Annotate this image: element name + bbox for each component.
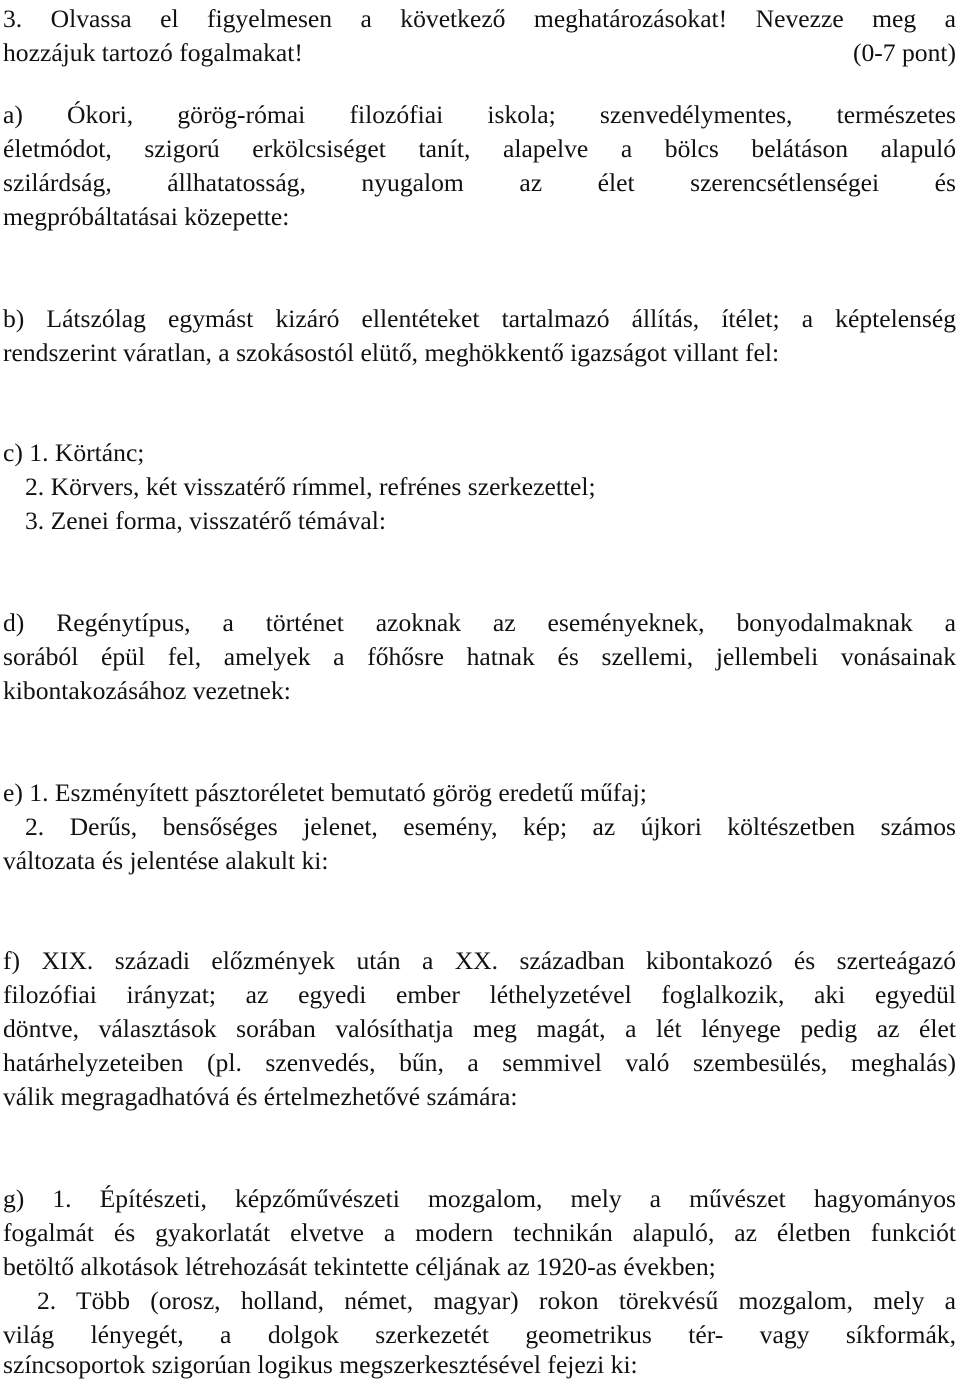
item-e-line: változata és jelentése alakult ki: — [3, 846, 329, 875]
item-g-line: világ lényegét, a dolgok szerkezetét geometrikus tér- vagy síkformák, — [3, 1320, 956, 1349]
item-g-line: 2. Több (orosz, holland, német, magyar) rokon törekvésű mozgalom, mely a — [37, 1286, 956, 1315]
item-d-line: kibontakozásához vezetnek: — [3, 676, 291, 705]
question-heading: 3. Olvassa el figyelmesen a következő meghatározásokat! Nevezze meg a — [3, 4, 956, 33]
item-f-line: filozófiai irányzat; az egyedi ember léthelyzetével foglalkozik, aki egyedül — [3, 980, 956, 1009]
points-label: (0-7 pont) — [852, 38, 956, 67]
item-f-line: döntve, választások sorában valósíthatja meg magát, a lét lényege pedig az élet — [3, 1014, 956, 1043]
item-a-line: életmódot, szigorú erkölcsiséget tanít, alapelve a bölcs belátáson alapuló — [3, 134, 956, 163]
item-g-line: betöltő alkotások létrehozását tekintette céljának az 1920-as években; — [3, 1252, 716, 1281]
item-f-line: f) XIX. századi előzmények után a XX. században kibontakozó és szerteágazó — [3, 946, 956, 975]
item-b-line: rendszerint váratlan, a szokásostól elütő, meghökkentő igazságot villant fel: — [3, 338, 780, 367]
item-d-line: sorából épül fel, amelyek a főhősre hatnak és szellemi, jellembeli vonásainak — [3, 642, 956, 671]
question-heading-cont — [3, 36, 956, 70]
item-e-line: e) 1. Eszményített pásztoréletet bemutató görög eredetű műfaj; — [3, 778, 647, 807]
item-g-line: színcsoportok szigorúan logikus megszerkesztésével fejezi ki: — [3, 1350, 638, 1379]
item-f-line: határhelyzeteiben (pl. szenvedés, bűn, a semmivel való szembesülés, meghalás) — [3, 1048, 956, 1077]
question-heading-text: hozzájuk tartozó fogalmakat! — [3, 38, 303, 67]
item-e-line: 2. Derűs, bensőséges jelenet, esemény, kép; az újkori költészetben számos — [25, 812, 956, 841]
item-b-line: b) Látszólag egymást kizáró ellentéteket tartalmazó állítás, ítélet; a képtelenség — [3, 304, 956, 333]
item-a-line: a) Ókori, görög-római filozófiai iskola; szenvedélymentes, természetes — [3, 100, 956, 129]
item-c-line: 3. Zenei forma, visszatérő témával: — [25, 506, 387, 535]
item-c-line: c) 1. Körtánc; — [3, 438, 145, 467]
item-f-line: válik megragadhatóvá és értelmezhetővé számára: — [3, 1082, 518, 1111]
item-c-line: 2. Körvers, két visszatérő rímmel, refrénes szerkezettel; — [25, 472, 596, 501]
item-g-line: fogalmát és gyakorlatát elvetve a modern technikán alapuló, az életben funkciót — [3, 1218, 956, 1247]
item-a-line: szilárdság, állhatatosság, nyugalom az élet szerencsétlenségei és — [3, 168, 956, 197]
item-d-line: d) Regénytípus, a történet azoknak az eseményeknek, bonyodalmaknak a — [3, 608, 956, 637]
item-a-line: megpróbáltatásai közepette: — [3, 202, 290, 231]
item-g-line: g) 1. Építészeti, képzőművészeti mozgalom, mely a művészet hagyományos — [3, 1184, 956, 1213]
